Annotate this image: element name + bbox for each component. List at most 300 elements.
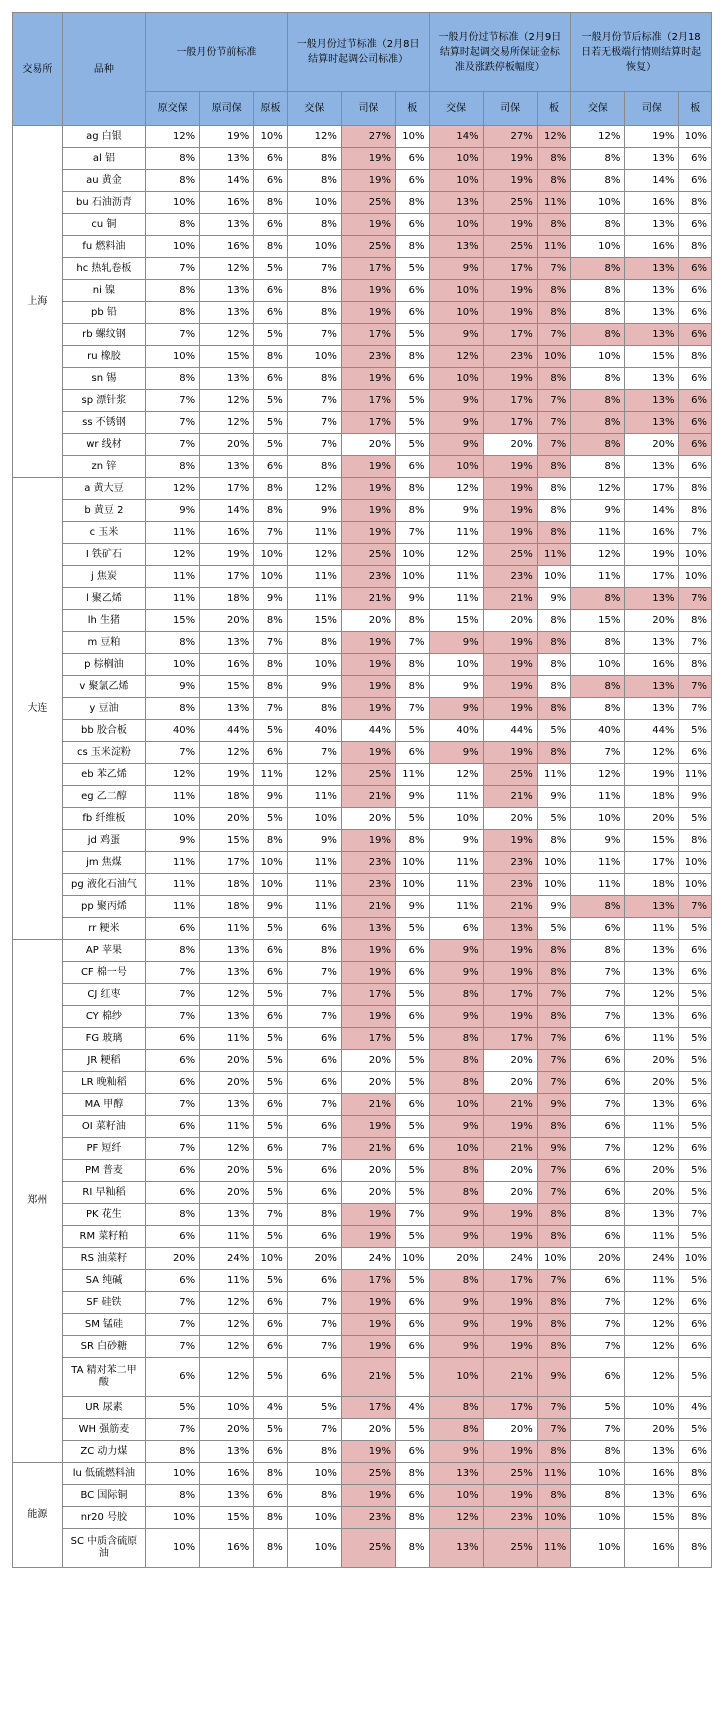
orig-exchange-margin-cell: 8% [146,302,200,324]
limit-cell: 7% [679,1204,712,1226]
company-margin-cell: 17% [625,478,679,500]
table-row [13,1336,712,1358]
company-margin-cell: 20% [341,1160,395,1182]
limit-cell: 7% [537,1160,571,1182]
company-margin-cell: 23% [341,346,395,368]
exchange-margin-cell: 12% [429,1507,483,1529]
orig-company-margin-cell: 13% [200,280,254,302]
table-row [13,522,712,544]
subcol-exchange-margin: 交保 [571,92,625,126]
orig-limit-cell: 8% [254,654,288,676]
company-margin-cell: 17% [483,1397,537,1419]
product-name-cell: PF 短纤 [62,1138,145,1160]
exchange-margin-cell: 8% [287,368,341,390]
table-row [13,896,712,918]
orig-limit-cell: 7% [254,632,288,654]
orig-company-margin-cell: 11% [200,1116,254,1138]
orig-company-margin-cell: 16% [200,1463,254,1485]
limit-cell: 6% [679,412,712,434]
exchange-margin-cell: 10% [429,280,483,302]
orig-exchange-margin-cell: 6% [146,1160,200,1182]
product-name-cell: RI 早籼稻 [62,1182,145,1204]
orig-limit-cell: 6% [254,1441,288,1463]
exchange-margin-cell: 6% [287,1226,341,1248]
exchange-margin-cell: 5% [571,1397,625,1419]
product-name-cell: ag 白银 [62,126,145,148]
orig-company-margin-cell: 12% [200,1292,254,1314]
orig-limit-cell: 6% [254,170,288,192]
limit-cell: 7% [537,412,571,434]
exchange-margin-cell: 10% [429,214,483,236]
company-margin-cell: 17% [625,566,679,588]
orig-company-margin-cell: 16% [200,192,254,214]
product-name-cell: FG 玻璃 [62,1028,145,1050]
limit-cell: 8% [395,478,429,500]
exchange-margin-cell: 10% [429,808,483,830]
table-row [13,214,712,236]
orig-exchange-margin-cell: 8% [146,1485,200,1507]
orig-limit-cell: 10% [254,1248,288,1270]
product-name-cell: zn 锌 [62,456,145,478]
limit-cell: 5% [679,1358,712,1397]
orig-limit-cell: 8% [254,478,288,500]
orig-company-margin-cell: 12% [200,1358,254,1397]
exchange-margin-cell: 9% [429,1441,483,1463]
company-margin-cell: 20% [341,1050,395,1072]
product-name-cell: rb 螺纹钢 [62,324,145,346]
company-margin-cell: 20% [625,434,679,456]
exchange-margin-cell: 8% [571,1485,625,1507]
orig-company-margin-cell: 13% [200,148,254,170]
company-margin-cell: 20% [625,610,679,632]
orig-company-margin-cell: 12% [200,324,254,346]
exchange-margin-cell: 8% [571,258,625,280]
orig-company-margin-cell: 20% [200,1182,254,1204]
company-margin-cell: 13% [625,1441,679,1463]
table-row [13,1314,712,1336]
product-name-cell: UR 尿素 [62,1397,145,1419]
exchange-margin-cell: 9% [429,500,483,522]
limit-cell: 6% [395,1006,429,1028]
company-margin-cell: 21% [341,1094,395,1116]
table-row [13,1138,712,1160]
exchange-margin-cell: 8% [571,940,625,962]
exchange-margin-cell: 8% [287,302,341,324]
company-margin-cell: 20% [483,1072,537,1094]
limit-cell: 8% [537,1292,571,1314]
orig-exchange-margin-cell: 11% [146,896,200,918]
exchange-margin-cell: 8% [287,170,341,192]
orig-company-margin-cell: 19% [200,544,254,566]
subcol-original-limit: 原板 [254,92,288,126]
company-margin-cell: 20% [625,1160,679,1182]
subcol-original-company-margin: 原司保 [200,92,254,126]
company-margin-cell: 13% [625,302,679,324]
exchange-margin-cell: 8% [571,896,625,918]
company-margin-cell: 17% [483,1270,537,1292]
limit-cell: 11% [537,544,571,566]
exchange-margin-cell: 7% [287,1419,341,1441]
exchange-margin-cell: 9% [429,1116,483,1138]
orig-limit-cell: 6% [254,280,288,302]
company-margin-cell: 20% [341,1182,395,1204]
product-name-cell: LR 晚籼稻 [62,1072,145,1094]
company-margin-cell: 19% [341,1006,395,1028]
limit-cell: 8% [537,1006,571,1028]
orig-exchange-margin-cell: 7% [146,1094,200,1116]
orig-exchange-margin-cell: 10% [146,1463,200,1485]
company-margin-cell: 21% [483,786,537,808]
orig-exchange-margin-cell: 11% [146,786,200,808]
table-header [13,13,712,126]
orig-company-margin-cell: 18% [200,786,254,808]
limit-cell: 6% [679,962,712,984]
company-margin-cell: 25% [341,1463,395,1485]
limit-cell: 6% [395,1485,429,1507]
company-margin-cell: 11% [625,1028,679,1050]
table-row [13,1160,712,1182]
limit-cell: 5% [679,808,712,830]
exchange-margin-cell: 11% [571,852,625,874]
company-margin-cell: 44% [483,720,537,742]
exchange-margin-cell: 11% [287,852,341,874]
company-margin-cell: 19% [341,962,395,984]
product-name-cell: AP 苹果 [62,940,145,962]
exchange-margin-cell: 7% [571,984,625,1006]
exchange-margin-cell: 9% [429,1336,483,1358]
orig-exchange-margin-cell: 12% [146,478,200,500]
orig-company-margin-cell: 11% [200,1270,254,1292]
limit-cell: 8% [537,1336,571,1358]
limit-cell: 4% [395,1397,429,1419]
limit-cell: 8% [679,500,712,522]
company-margin-cell: 19% [341,632,395,654]
subcol-company-margin: 司保 [483,92,537,126]
exchange-margin-cell: 5% [287,1397,341,1419]
limit-cell: 7% [537,258,571,280]
company-margin-cell: 19% [483,830,537,852]
orig-limit-cell: 6% [254,742,288,764]
company-margin-cell: 24% [625,1248,679,1270]
limit-cell: 5% [395,1160,429,1182]
product-name-cell: lu 低硫燃料油 [62,1463,145,1485]
company-margin-cell: 19% [341,170,395,192]
limit-cell: 8% [537,500,571,522]
exchange-margin-cell: 6% [287,1358,341,1397]
exchange-margin-cell: 7% [571,1314,625,1336]
exchange-cell: 能源 [13,1463,63,1568]
orig-exchange-margin-cell: 40% [146,720,200,742]
company-margin-cell: 19% [483,170,537,192]
company-margin-cell: 21% [483,1138,537,1160]
product-name-cell: WH 强筋麦 [62,1419,145,1441]
table-row [13,654,712,676]
orig-limit-cell: 8% [254,192,288,214]
limit-cell: 8% [395,346,429,368]
exchange-margin-cell: 15% [429,610,483,632]
limit-cell: 7% [537,1419,571,1441]
exchange-margin-cell: 8% [429,1028,483,1050]
exchange-margin-cell: 10% [571,808,625,830]
limit-cell: 8% [537,170,571,192]
exchange-margin-cell: 10% [429,1138,483,1160]
limit-cell: 6% [679,1094,712,1116]
product-name-cell: pg 液化石油气 [62,874,145,896]
orig-limit-cell: 8% [254,1529,288,1568]
exchange-margin-cell: 7% [287,962,341,984]
company-margin-cell: 20% [625,1050,679,1072]
exchange-margin-cell: 8% [571,214,625,236]
exchange-margin-cell: 20% [287,1248,341,1270]
product-name-cell: CY 棉纱 [62,1006,145,1028]
company-margin-cell: 19% [341,1485,395,1507]
orig-company-margin-cell: 16% [200,1529,254,1568]
limit-cell: 6% [395,1314,429,1336]
product-name-cell: PK 花生 [62,1204,145,1226]
orig-exchange-margin-cell: 6% [146,1116,200,1138]
limit-cell: 6% [679,1314,712,1336]
limit-cell: 6% [679,302,712,324]
exchange-margin-cell: 11% [287,786,341,808]
limit-cell: 8% [537,676,571,698]
company-margin-cell: 21% [483,1094,537,1116]
product-name-cell: fu 燃料油 [62,236,145,258]
exchange-margin-cell: 13% [429,1529,483,1568]
limit-cell: 5% [679,1226,712,1248]
orig-exchange-margin-cell: 10% [146,346,200,368]
orig-exchange-margin-cell: 9% [146,676,200,698]
orig-company-margin-cell: 12% [200,258,254,280]
orig-company-margin-cell: 13% [200,368,254,390]
company-margin-cell: 19% [483,698,537,720]
limit-cell: 8% [679,346,712,368]
exchange-cell: 上海 [13,126,63,478]
company-margin-cell: 20% [341,610,395,632]
orig-limit-cell: 7% [254,698,288,720]
orig-limit-cell: 11% [254,764,288,786]
product-name-cell: bb 胶合板 [62,720,145,742]
company-margin-cell: 18% [625,874,679,896]
limit-cell: 5% [395,808,429,830]
exchange-margin-cell: 8% [429,1050,483,1072]
company-margin-cell: 19% [483,632,537,654]
limit-cell: 9% [537,1138,571,1160]
orig-limit-cell: 5% [254,1226,288,1248]
limit-cell: 10% [395,874,429,896]
company-margin-cell: 23% [483,852,537,874]
company-margin-cell: 10% [625,1397,679,1419]
company-margin-cell: 13% [625,896,679,918]
orig-limit-cell: 7% [254,1204,288,1226]
exchange-margin-cell: 8% [429,1182,483,1204]
company-margin-cell: 19% [483,940,537,962]
limit-cell: 7% [537,324,571,346]
company-margin-cell: 13% [625,698,679,720]
company-margin-cell: 19% [483,1226,537,1248]
exchange-margin-cell: 9% [429,390,483,412]
table-row [13,1463,712,1485]
limit-cell: 8% [395,654,429,676]
company-margin-cell: 21% [341,1138,395,1160]
exchange-margin-cell: 8% [287,214,341,236]
orig-exchange-margin-cell: 8% [146,1441,200,1463]
product-name-cell: eb 苯乙烯 [62,764,145,786]
company-margin-cell: 44% [625,720,679,742]
orig-exchange-margin-cell: 8% [146,698,200,720]
orig-company-margin-cell: 20% [200,1072,254,1094]
exchange-margin-cell: 10% [287,192,341,214]
product-name-cell: BC 国际铜 [62,1485,145,1507]
orig-company-margin-cell: 18% [200,896,254,918]
limit-cell: 8% [537,456,571,478]
company-margin-cell: 17% [483,390,537,412]
orig-limit-cell: 8% [254,610,288,632]
exchange-margin-cell: 13% [429,1463,483,1485]
orig-exchange-margin-cell: 20% [146,1248,200,1270]
company-margin-cell: 25% [341,1529,395,1568]
limit-cell: 5% [395,1226,429,1248]
orig-exchange-margin-cell: 10% [146,654,200,676]
orig-exchange-margin-cell: 6% [146,1358,200,1397]
orig-limit-cell: 5% [254,412,288,434]
exchange-margin-cell: 8% [571,148,625,170]
company-margin-cell: 24% [341,1248,395,1270]
orig-exchange-margin-cell: 7% [146,412,200,434]
orig-company-margin-cell: 11% [200,1226,254,1248]
exchange-margin-cell: 8% [287,456,341,478]
exchange-margin-cell: 8% [571,302,625,324]
orig-exchange-margin-cell: 8% [146,1204,200,1226]
orig-exchange-margin-cell: 6% [146,1270,200,1292]
limit-cell: 8% [537,280,571,302]
orig-limit-cell: 5% [254,808,288,830]
orig-exchange-margin-cell: 8% [146,214,200,236]
orig-company-margin-cell: 12% [200,742,254,764]
orig-company-margin-cell: 13% [200,456,254,478]
limit-cell: 7% [537,434,571,456]
product-name-cell: SA 纯碱 [62,1270,145,1292]
orig-exchange-margin-cell: 7% [146,1006,200,1028]
exchange-margin-cell: 11% [429,874,483,896]
table-row [13,148,712,170]
table-row [13,764,712,786]
exchange-margin-cell: 13% [429,192,483,214]
company-margin-cell: 19% [341,830,395,852]
orig-company-margin-cell: 13% [200,940,254,962]
exchange-margin-cell: 10% [571,1463,625,1485]
company-margin-cell: 19% [341,698,395,720]
company-margin-cell: 13% [625,412,679,434]
exchange-margin-cell: 7% [287,412,341,434]
company-margin-cell: 13% [625,1006,679,1028]
orig-company-margin-cell: 24% [200,1248,254,1270]
table-row [13,1397,712,1419]
product-header: 品种 [62,13,145,126]
table-row [13,236,712,258]
orig-limit-cell: 5% [254,1358,288,1397]
company-margin-cell: 17% [341,258,395,280]
orig-limit-cell: 6% [254,1094,288,1116]
limit-cell: 6% [395,1138,429,1160]
limit-cell: 7% [395,522,429,544]
exchange-margin-cell: 8% [429,1419,483,1441]
table-row [13,808,712,830]
exchange-margin-cell: 10% [287,1463,341,1485]
limit-cell: 8% [395,1463,429,1485]
orig-limit-cell: 9% [254,896,288,918]
orig-company-margin-cell: 20% [200,808,254,830]
company-margin-cell: 19% [483,1336,537,1358]
product-name-cell: TA 精对苯二甲酸 [62,1358,145,1397]
exchange-margin-cell: 12% [287,544,341,566]
exchange-margin-cell: 8% [571,390,625,412]
company-margin-cell: 20% [483,1050,537,1072]
limit-cell: 5% [679,918,712,940]
exchange-margin-cell: 7% [287,742,341,764]
orig-limit-cell: 10% [254,566,288,588]
exchange-margin-cell: 6% [571,1050,625,1072]
limit-cell: 7% [395,698,429,720]
limit-cell: 8% [395,830,429,852]
exchange-margin-cell: 11% [287,522,341,544]
orig-company-margin-cell: 16% [200,522,254,544]
exchange-margin-cell: 6% [571,1028,625,1050]
limit-cell: 5% [395,1116,429,1138]
limit-cell: 11% [537,764,571,786]
orig-limit-cell: 6% [254,1314,288,1336]
orig-exchange-margin-cell: 11% [146,874,200,896]
orig-company-margin-cell: 14% [200,500,254,522]
exchange-margin-cell: 6% [287,918,341,940]
company-margin-cell: 13% [625,324,679,346]
table-row [13,324,712,346]
exchange-margin-cell: 7% [571,1094,625,1116]
product-name-cell: ru 橡胶 [62,346,145,368]
limit-cell: 10% [395,126,429,148]
company-margin-cell: 19% [483,522,537,544]
limit-cell: 10% [679,544,712,566]
orig-company-margin-cell: 20% [200,434,254,456]
table-row [13,280,712,302]
limit-cell: 9% [395,896,429,918]
limit-cell: 7% [679,896,712,918]
limit-cell: 10% [537,566,571,588]
exchange-margin-cell: 6% [571,1116,625,1138]
limit-cell: 5% [395,1028,429,1050]
exchange-margin-cell: 8% [571,434,625,456]
company-margin-cell: 19% [483,214,537,236]
company-margin-cell: 25% [341,764,395,786]
limit-cell: 5% [395,984,429,1006]
orig-exchange-margin-cell: 11% [146,522,200,544]
exchange-margin-cell: 6% [287,1116,341,1138]
exchange-margin-cell: 11% [287,896,341,918]
exchange-margin-cell: 8% [429,1270,483,1292]
exchange-margin-cell: 12% [571,126,625,148]
exchange-margin-cell: 8% [571,676,625,698]
orig-exchange-margin-cell: 7% [146,984,200,1006]
exchange-margin-cell: 12% [429,544,483,566]
orig-company-margin-cell: 17% [200,566,254,588]
exchange-margin-cell: 10% [571,346,625,368]
limit-cell: 6% [679,368,712,390]
exchange-margin-cell: 6% [287,1050,341,1072]
exchange-margin-cell: 7% [287,434,341,456]
exchange-margin-cell: 7% [287,1292,341,1314]
company-margin-cell: 21% [341,1358,395,1397]
orig-company-margin-cell: 44% [200,720,254,742]
orig-limit-cell: 6% [254,940,288,962]
